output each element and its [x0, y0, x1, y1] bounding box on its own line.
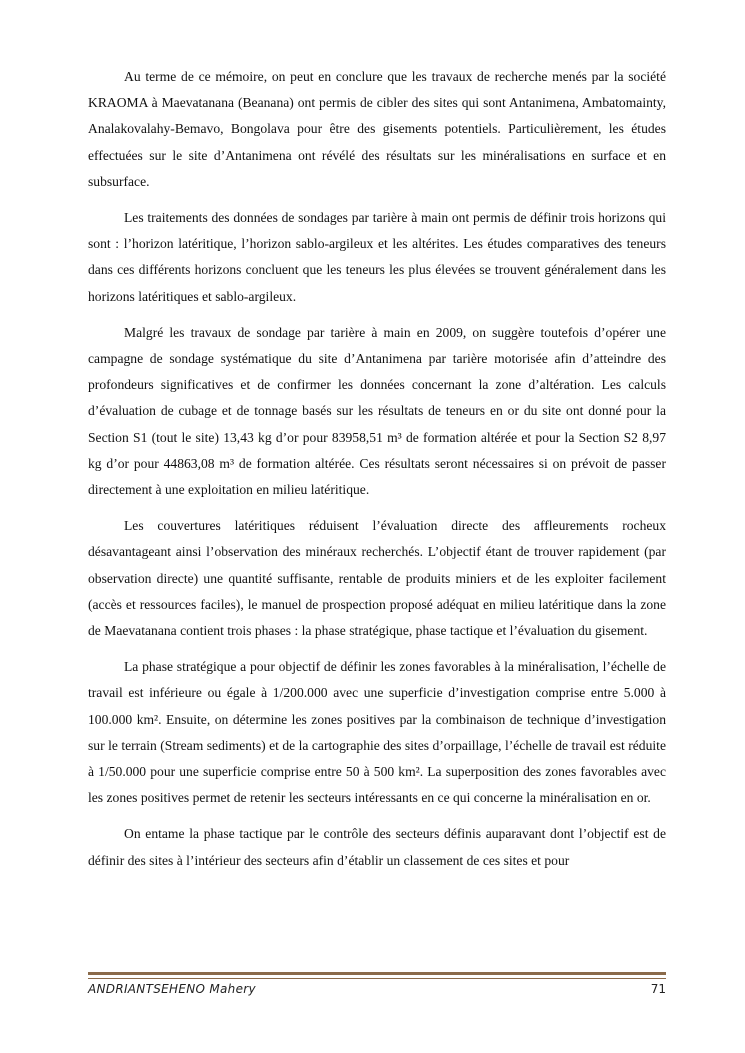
- paragraph-conclusion-intro: Au terme de ce mémoire, on peut en conclure que les travaux de recherche menés par la société KRAOMA à Maevatanana (Beanana) ont permis de cibler des sites qui sont Antanimena, Ambatomainty, Analakovalahy-Bemavo, Bongolava pour être des gisements potentiels. Particulièrement, les études effectuées sur le site d’Antanimena ont révélé des résultats sur les minéralisations en surface et en subsurface.: [88, 69, 666, 189]
- paragraph-lateritic-cover: Les couvertures latéritiques réduisent l’évaluation directe des affleurements rocheux désavantageant ainsi l’observation des minéraux recherchés. L’objectif étant de trouver rapidement (par observation directe) une quantité suffisante, rentable de produits miniers et de les exploiter facilement (accès et ressources faciles), le manuel de prospection proposé adéquat en milieu latéritique dans la zone de Maevatanana contient trois phases : la phase stratégique, phase tactique et l’évaluation du gisement.: [88, 518, 666, 639]
- document-body: [88, 64, 666, 884]
- paragraph-tactical-phase: On entame la phase tactique par le contrôle des secteurs définis auparavant dont l’objectif est de définir des sites à l’intérieur des secteurs afin d’établir un classement de ces sites et pour: [88, 826, 666, 868]
- paragraph-strategic-phase: La phase stratégique a pour objectif de définir les zones favorables à la minéralisation, l’échelle de travail est inférieure ou égale à 1/200.000 avec une superficie d’investigation comprise entre 5.000 à 100.000 km². Ensuite, on détermine les zones positives par la combinaison de technique d’investigation sur le terrain (Stream sediments) et de la cartographie des sites d’orpaillage, l’échelle de travail est réduite à 1/50.000 pour une superficie comprise entre 50 à 500 km². La superposition des zones favorables avec les zones positives permet de retenir les secteurs intéressants en ce qui concerne la minéralisation en or.: [88, 659, 666, 806]
- footer-divider: [88, 972, 666, 975]
- footer-author: ANDRIANTSEHENO Mahery: [88, 982, 256, 996]
- paragraph-sampling-evaluation: Malgré les travaux de sondage par tarière à main en 2009, on suggère toutefois d’opérer une campagne de sondage systématique du site d’Antanimena par tarière motorisée afin d’atteindre des profondeurs significatives et de confirmer les données concernant la zone d’altération. Les calculs d’évaluation de cubage et de tonnage basés sur les résultats de teneurs en or du site ont donné pour la Section S1 (tout le site) 13,43 kg d’or pour 83958,51 m³ de formation altérée et pour la Section S2 8,97 kg d’or pour 44863,08 m³ de formation altérée. Ces résultats seront nécessaires si on prévoit de passer directement à une exploitation en milieu latéritique.: [88, 324, 666, 498]
- page-number: 71: [650, 982, 666, 996]
- paragraph-auger-horizons: Les traitements des données de sondages par tarière à main ont permis de définir trois horizons qui sont : l’horizon latéritique, l’horizon sablo-argileux et les altérites. Les études comparatives des teneurs dans ces différents horizons concluent que les teneurs les plus élevées se trouvent généralement dans les horizons latéritiques et sablo-argileux.: [88, 210, 666, 304]
